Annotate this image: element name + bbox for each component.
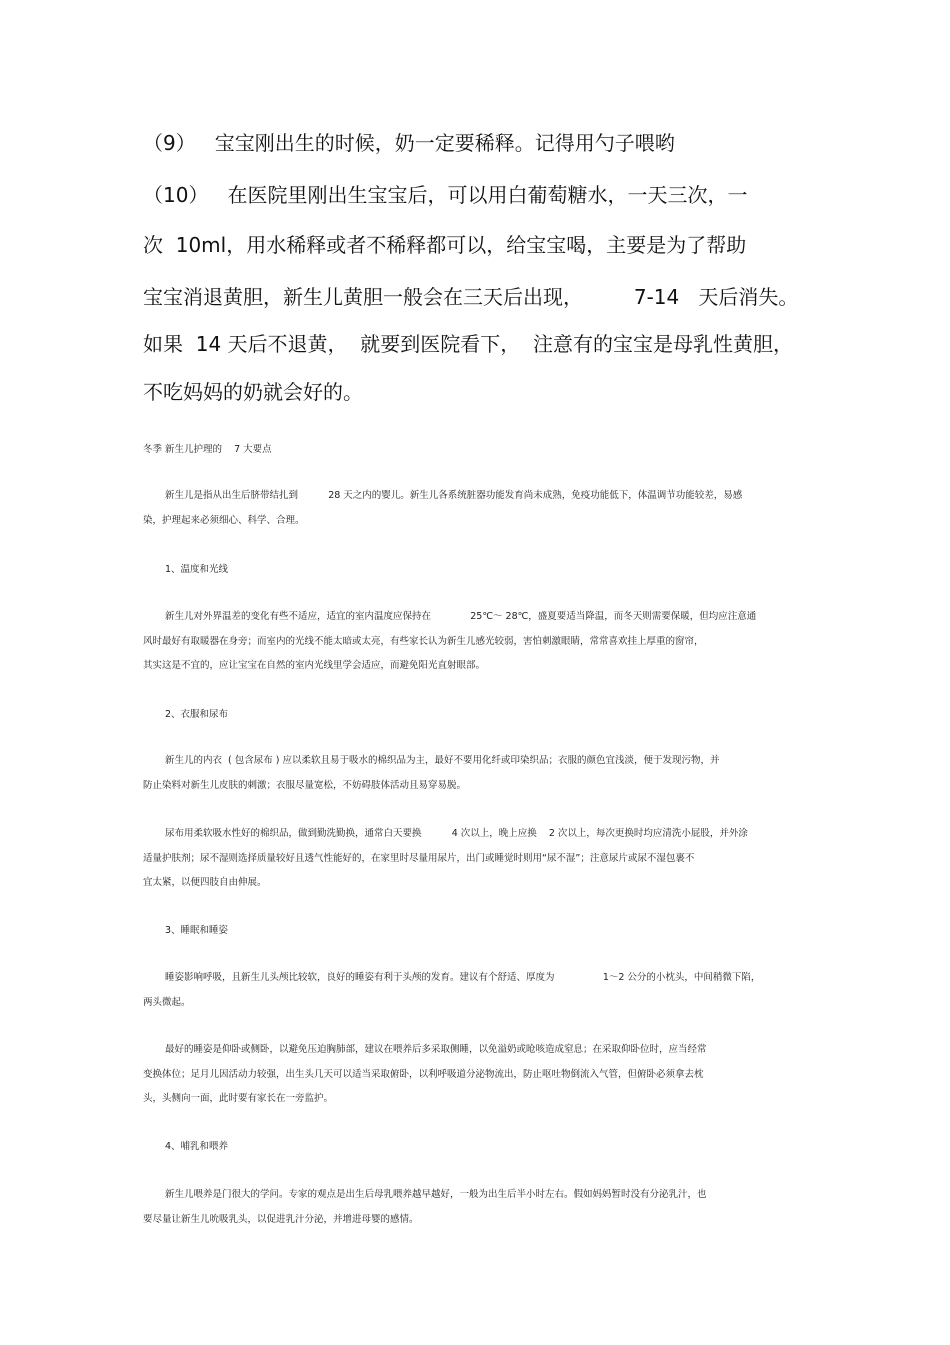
paragraph-line: 头，头侧向一面，此时要有家长在一旁监护。 (143, 1093, 334, 1104)
paragraph-line: 最好的睡姿是仰卧或侧卧，以避免压迫胸肺部，建议在喂养后多采取侧睡，以免溢奶或呛咳造成窒息；在采取仰卧位时，应当经常 (165, 1044, 707, 1055)
paragraph-line: 防止染料对新生儿皮肤的刺激；衣服尽量宽松，不妨碍肢体活动且易穿易脱。 (143, 780, 467, 791)
section-heading: 3、睡眠和睡姿 (165, 925, 229, 936)
paragraph-line: 要尽量让新生儿吮吸乳头，以促进乳汁分泌，并增进母婴的感情。 (143, 1214, 419, 1225)
intro-line: 宝宝消退黄胆，新生儿黄胆一般会在三天后出现， 7-14 天后消失。 (143, 285, 799, 309)
paragraph-line: 新生儿的内衣 ( 包含尿布 ) 应以柔软且易于吸水的棉织品为主，最好不要用化纤或印染织品；衣服的颜色宜浅淡，便于发现污物，并 (165, 755, 720, 766)
intro-line: 如果 14 天后不退黄， 就要到医院看下， 注意有的宝宝是母乳性黄胆， (143, 332, 793, 356)
intro-line: 不吃妈妈的奶就会好的。 (143, 380, 363, 404)
paragraph-line: 适量护肤剂；尿不湿则选择质量较好且透气性能好的，在家里时尽量用尿片，出门或睡觉时则用“尿不湿”；注意尿片或尿不湿包裹不 (143, 853, 695, 864)
section-heading: 1、温度和光线 (165, 564, 229, 575)
paragraph-line: 风时最好有取暖器在身旁；而室内的光线不能太暗或太亮，有些家长认为新生儿感光较弱，害怕刺激眼睛，常常喜欢挂上厚重的窗帘， (143, 636, 704, 647)
article-title: 冬季 新生儿护理的 7 大要点 (143, 444, 272, 455)
section-heading: 4、哺乳和喂养 (165, 1141, 229, 1152)
paragraph-line: 染，护理起来必须细心、科学、合理。 (143, 515, 305, 526)
paragraph-line: 其实这是不宜的，应让宝宝在自然的室内光线里学会适应，而避免阳光直射眼部。 (143, 660, 486, 671)
paragraph-line: 睡姿影响呼吸，且新生儿头颅比较软，良好的睡姿有利于头颅的发育。建议有个舒适、厚度为 1～2 公分的小枕头，中间稍微下陷， (165, 972, 761, 983)
intro-line: 次 10ml，用水稀释或者不稀释都可以，给宝宝喝，主要是为了帮助 (143, 233, 747, 257)
paragraph-line: 变换体位；足月儿因活动力较强，出生头几天可以适当采取俯卧，以利呼吸道分泌物流出，防止呕吐物倒流入气管，但俯卧必须拿去枕 (143, 1069, 704, 1080)
paragraph-line: 新生儿对外界温差的变化有些不适应，适宜的室内温度应保持在 25℃～ 28℃，盛夏要适当降温，而冬天则需要保暖，但均应注意通 (165, 611, 757, 622)
paragraph-line: 宜太紧，以便四肢自由伸展。 (143, 877, 267, 888)
paragraph-line: 尿布用柔软吸水性好的棉织品，做到勤洗勤换，通常白天要换 4 次以上，晚上应换 2 次以上，每次更换时均应清洗小屁股，并外涂 (165, 828, 748, 839)
intro-line: （10） 在医院里刚出生宝宝后，可以用白葡萄糖水，一天三次，一 (143, 183, 748, 207)
paragraph-line: 新生儿是指从出生后脐带结扎到 28 天之内的婴儿。新生儿各系统脏器功能发育尚未成熟，免疫功能低下，体温调节功能较差，易感 (165, 490, 743, 501)
paragraph-line: 新生儿喂养是门很大的学问。专家的观点是出生后母乳喂养越早越好，一般为出生后半小时左右。假如妈妈暂时没有分泌乳汁，也 (165, 1189, 707, 1200)
section-heading: 2、衣服和尿布 (165, 709, 229, 720)
intro-line: （9） 宝宝刚出生的时候，奶一定要稀释。记得用勺子喂哟 (143, 131, 675, 155)
paragraph-line: 两头微起。 (143, 997, 191, 1008)
